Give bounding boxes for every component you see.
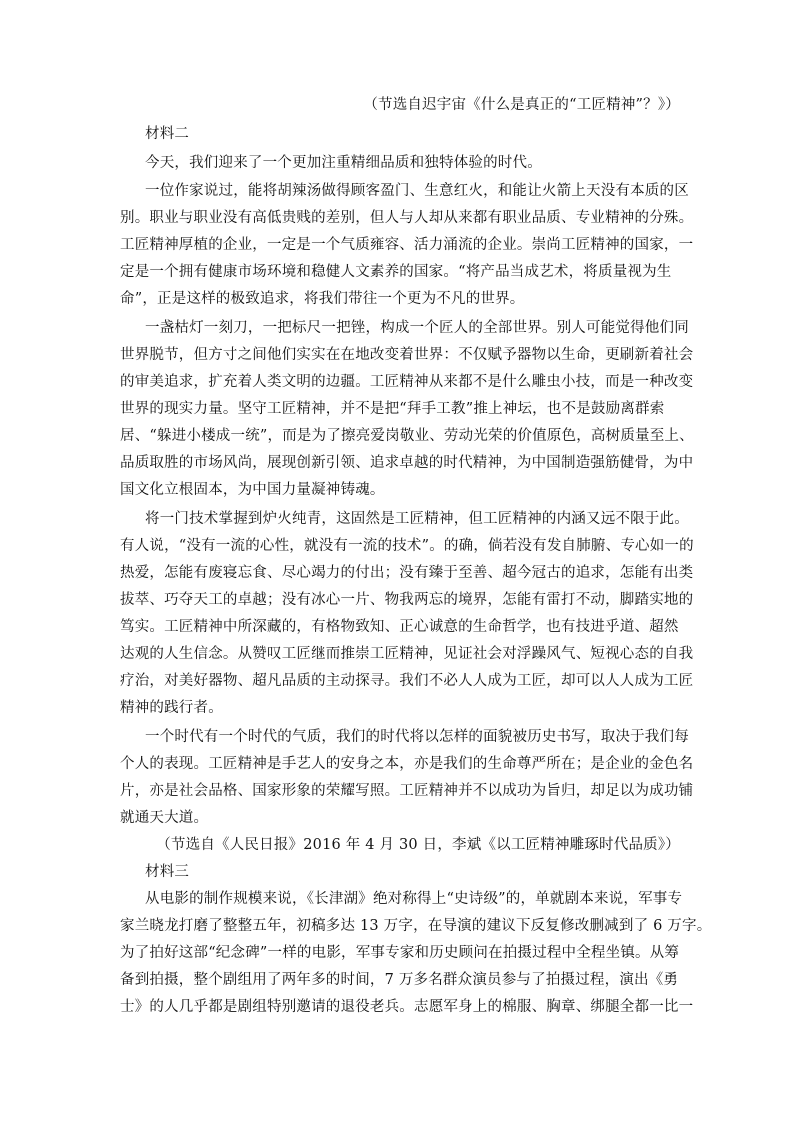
text-line: 有人说，“没有一流的心性，就没有一流的技术”。的确，倘若没有发自肺腑、专心如一的 <box>120 538 694 554</box>
text-line: 家兰晓龙打磨了整整五年，初稿多达 13 万字，在导演的建议下反复修改删减到了 6 万字。 <box>120 918 712 934</box>
text-line: 居、“躲进小楼成一统”，而是为了擦亮爱岗敬业、劳动光荣的价值原色，高树质量至上、 <box>120 428 694 444</box>
source-citation-2: （节选自《人民日报》2016 年 4 月 30 日，李斌《以工匠精神雕琢时代品质》） <box>156 837 680 853</box>
text-line: 笃实。工匠精神中所深藏的，有格物致知、正心诚意的生命哲学，也有技进乎道、超然 <box>120 619 679 635</box>
text-line: 将一门技术掌握到炉火纯青，这固然是工匠精神，但工匠精神的内涵又远不限于此。 <box>145 511 689 527</box>
text-line: 一位作家说过，能将胡辣汤做得顾客盈门、生意红火，和能让火箭上天没有本质的区 <box>145 183 689 199</box>
text-line: 的审美追求，扩充着人类文明的边疆。工匠精神从来都不是什么雕虫小技，而是一种改变 <box>120 374 694 390</box>
text-line: 就通天大道。 <box>120 810 209 826</box>
text-line: 备到拍摄，整个剧组用了两年多的时间，7 万多名群众演员参与了拍摄过程，演出《勇 <box>120 972 679 988</box>
source-citation-1: （节选自迟宇宙《什么是真正的“工匠精神”？》） <box>363 97 680 113</box>
text-line: 疗治，对美好器物、超凡品质的主动探寻。我们不必人人成为工匠，却可以人人成为工匠 <box>120 673 694 689</box>
text-line: 今天，我们迎来了一个更加注重精细品质和独特体验的时代。 <box>145 155 542 171</box>
text-line: 定是一个拥有健康市场环境和稳健人文素养的国家。“将产品当成艺术，将质量视为生 <box>120 264 672 280</box>
text-line: 片，亦是社会品格、国家形象的荣耀写照。工匠精神并不以成功为旨归，却足以为成功铺 <box>120 783 694 799</box>
text-line: 精神的践行者。 <box>120 700 223 716</box>
text-line: 为了拍好这部“纪念碑”一样的电影，军事专家和历史顾问在拍摄过程中全程坐镇。从筹 <box>120 945 680 961</box>
text-line: 一个时代有一个时代的气质，我们的时代将以怎样的面貌被历史书写，取决于我们每 <box>145 729 689 745</box>
text-line: 工匠精神厚植的企业，一定是一个气质雍容、活力涌流的企业。崇尚工匠精神的国家，一 <box>120 237 694 253</box>
text-line: 品质取胜的市场风尚，展现创新引领、追求卓越的时代精神，为中国制造强筋健骨，为中 <box>120 455 694 471</box>
text-line: 别。职业与职业没有高低贵贱的差别，但人与人却从来都有职业品质、专业精神的分殊。 <box>120 210 694 226</box>
material-2-title: 材料二 <box>145 126 190 142</box>
text-line: 拔萃、巧夺天工的卓越；没有冰心一片、物我两忘的境界，怎能有雷打不动，脚踏实地的 <box>120 592 694 608</box>
text-line: 个人的表现。工匠精神是手艺人的安身之本，亦是我们的生命尊严所在；是企业的金色名 <box>120 756 694 772</box>
text-line: 从电影的制作规模来说，《长津湖》绝对称得上“史诗级”的，单就剧本来说，军事专 <box>145 891 683 907</box>
text-line: 达观的人生信念。从赞叹工匠继而推崇工匠精神，见证社会对浮躁风气、短视心态的自我 <box>120 646 694 662</box>
text-line: 世界脱节，但方寸之间他们实实在在地改变着世界：不仅赋予器物以生命，更刷新着社会 <box>120 347 694 363</box>
text-line: 世界的现实力量。坚守工匠精神，并不是把“拜手工教”推上神坛，也不是鼓励离群索 <box>120 401 665 417</box>
text-line: 一盏枯灯一刻刀，一把标尺一把锉，构成一个匠人的全部世界。别人可能觉得他们同 <box>145 320 689 336</box>
text-line: 热爱，怎能有废寝忘食、尽心竭力的付出；没有臻于至善、超今冠古的追求，怎能有出类 <box>120 565 694 581</box>
text-line: 国文化立根固本，为中国力量凝神铸魂。 <box>120 482 385 498</box>
text-line: 士》的人几乎都是剧组特别邀请的退役老兵。志愿军身上的棉服、胸章、绑腿全都一比一 <box>120 999 694 1015</box>
material-3-title: 材料三 <box>145 864 190 880</box>
text-line: 命”，正是这样的极致追求，将我们带往一个更为不凡的世界。 <box>120 291 525 307</box>
